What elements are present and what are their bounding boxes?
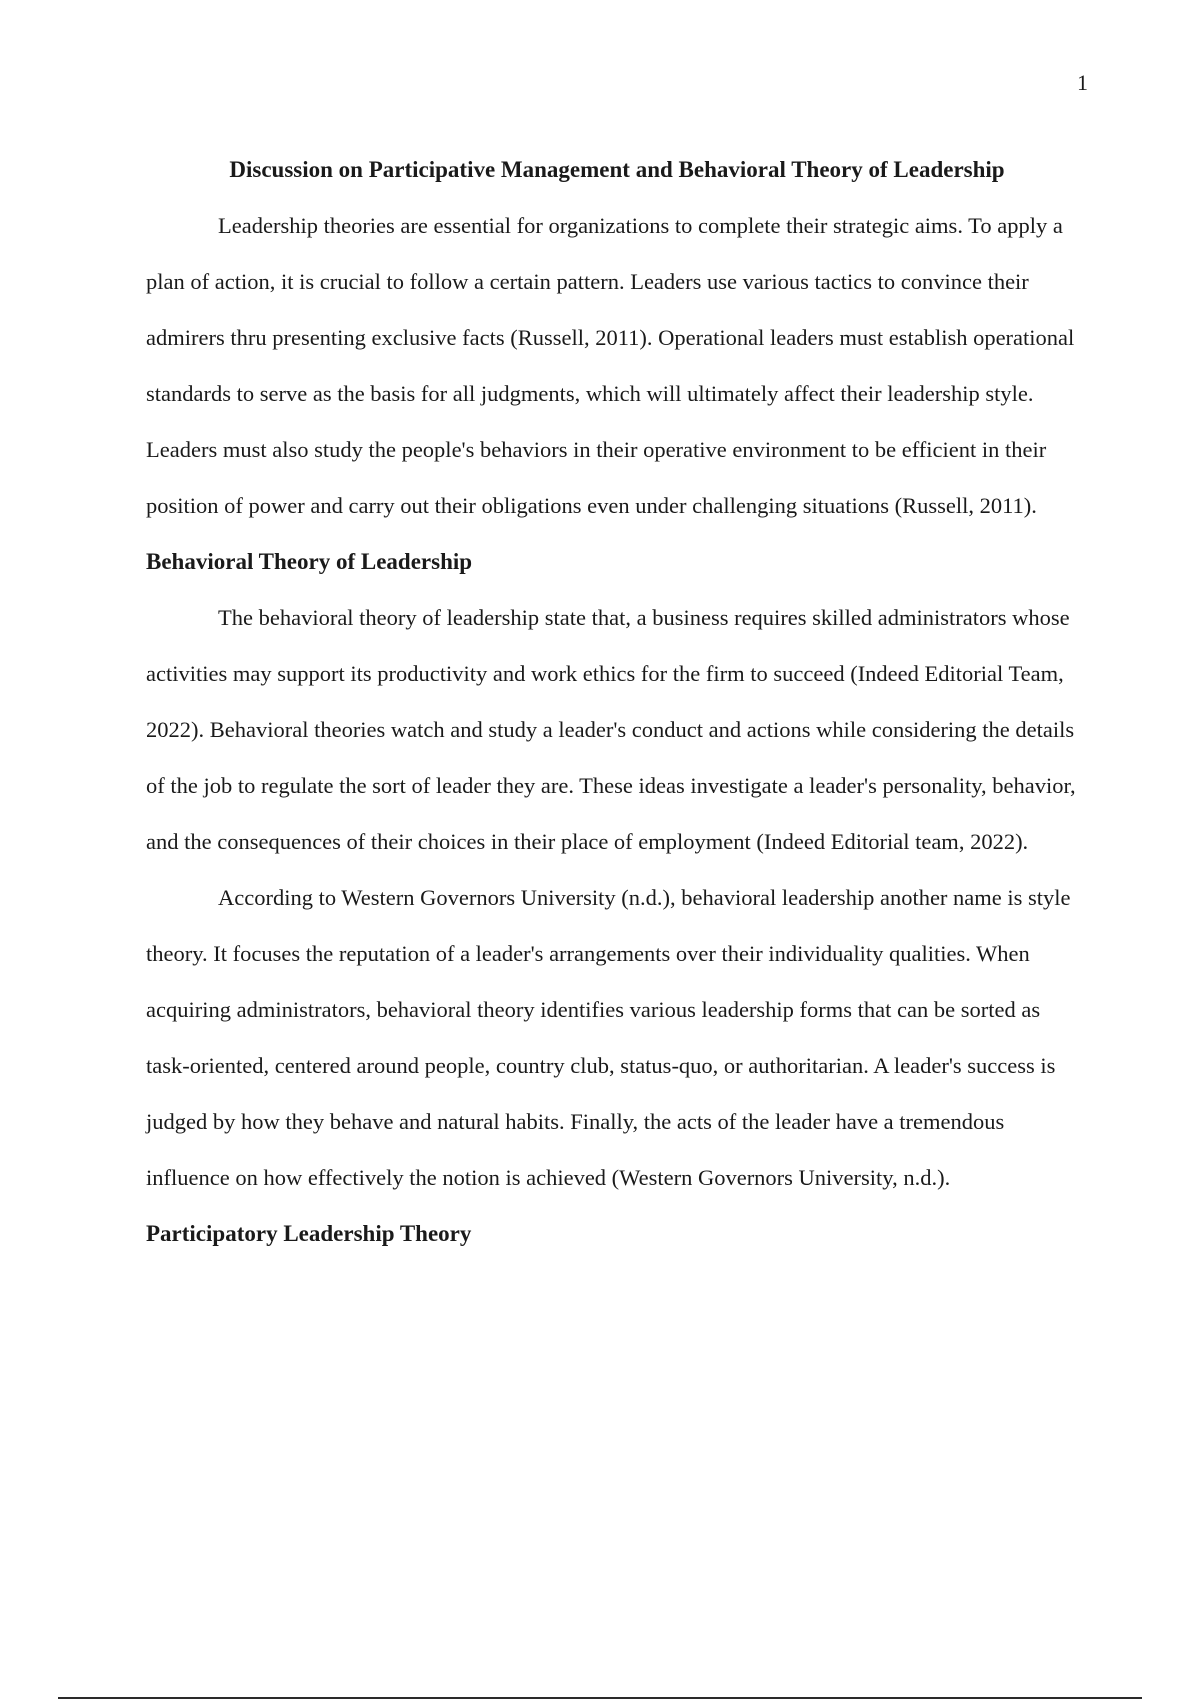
page-number: 1 xyxy=(1077,70,1088,95)
page-bottom-rule xyxy=(58,1697,1142,1699)
intro-paragraph: Leadership theories are essential for organizations to complete their strategic aims. To apply a plan of action, it is crucial to follow a certain pattern. Leaders use various tactics to convince their admirers thru presenting exclusive facts (Russell, 2011). Operational leaders must establish operational standards to serve as the basis for all judgments, which will ultimately affect their leadership style. Leaders must also study the people's behaviors in their operative environment to be efficient in their position of power and carry out their obligations even under challenging situations (Russell, 2011). xyxy=(146,213,1075,518)
section-heading-behavioral-theory: Behavioral Theory of Leadership xyxy=(146,549,473,574)
document-body xyxy=(146,142,1088,1262)
behavioral-theory-paragraph-2: According to Western Governors University (n.d.), behavioral leadership another name is style theory. It focuses the reputation of a leader's arrangements over their individuality qualities. When acquiring administrators, behavioral theory identifies various leadership forms that can be sorted as task-oriented, centered around people, country club, status-quo, or authoritarian. A leader's success is judged by how they behave and natural habits. Finally, the acts of the leader have a tremendous influence on how effectively the notion is achieved (Western Governors University, n.d.). xyxy=(146,885,1071,1190)
behavioral-theory-paragraph-1: The behavioral theory of leadership state that, a business requires skilled administrators whose activities may support its productivity and work ethics for the firm to succeed (Indeed Editorial Team, 2022). Behavioral theories watch and study a leader's conduct and actions while considering the details of the job to regulate the sort of leader they are. These ideas investigate a leader's personality, behavior, and the consequences of their choices in their place of employment (Indeed Editorial team, 2022). xyxy=(146,605,1076,854)
document-title: Discussion on Participative Management and Behavioral Theory of Leadership xyxy=(229,157,1005,182)
section-heading-participatory-theory: Participatory Leadership Theory xyxy=(146,1221,472,1246)
